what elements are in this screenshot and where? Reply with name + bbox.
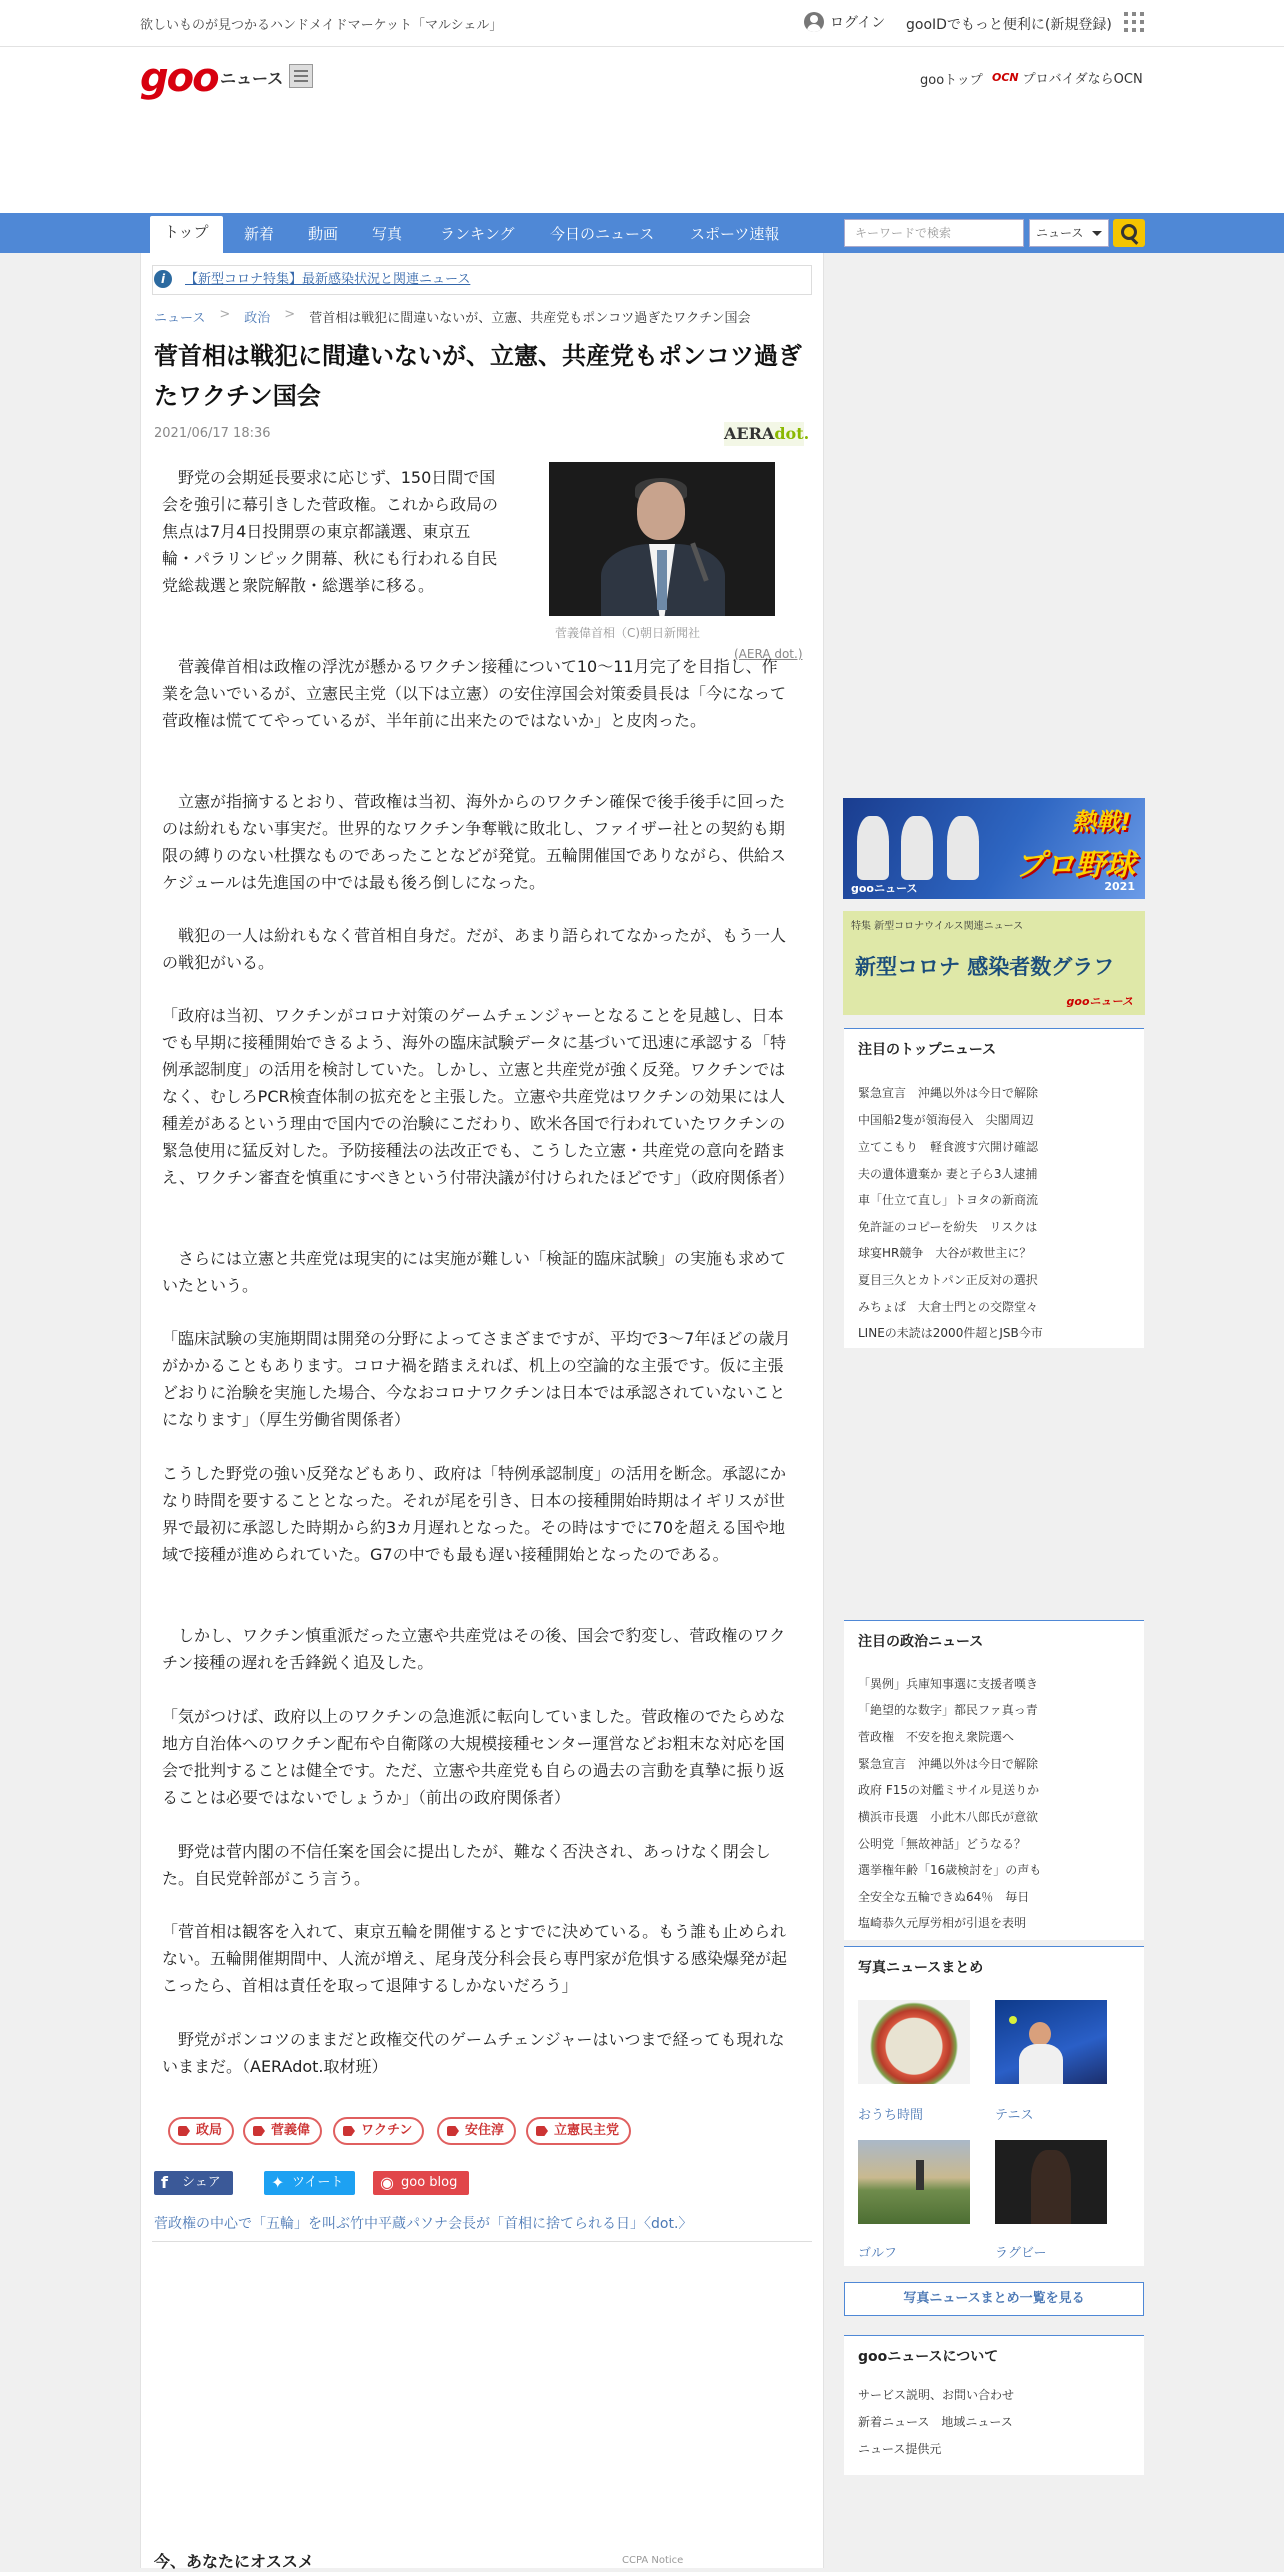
photo-thumb-golf[interactable] — [858, 2140, 970, 2224]
photo-thumb-ouchi[interactable] — [858, 2000, 970, 2084]
politics-news-item[interactable]: 塩崎恭久元厚労相が引退を表明 — [858, 1916, 1027, 1930]
tag-icon — [178, 2126, 190, 2136]
article-paragraph: 菅義偉首相は政権の浮沈が懸かるワクチン接種について10～11月完了を目指し、作業を急いでいるが、立憲民主党（以下は立憲）の安住淳国会対策委員長は「今になって菅政権は慌ててやっているが、半年前に出来たのではないか」と皮肉った。 — [162, 657, 787, 730]
login-label: ログイン — [830, 15, 886, 31]
logo-section-label: ニュース — [220, 69, 284, 88]
recommend-heading: 今、あなたにオススメ — [154, 2552, 314, 2571]
baseball-banner[interactable] — [843, 798, 1145, 899]
top-news-item[interactable]: 夫の遺体遺棄か 妻と子ら3人逮捕 — [858, 1167, 1038, 1181]
article-paragraph: 「政府は当初、ワクチンがコロナ対策のゲームチェンジャーとなることを見越し、日本でも早期に接種開始できるよう、海外の臨床試験データに基づいて迅速に承認する「特例承認制度」の活用を検討していた。しかし、立憲と共産党が強く反発。ワクチンではなく、むしろPCR検査体制の拡充をと主張した。立憲や共産党はワクチンの効果には人種差があるという理由で国内での治験にこだわり、欧米各国で行われていたワクチンの緊急使用に猛反対した。予防接種法の法改正でも、こうした立憲・共産党の意向を踏まえ、ワクチン審査を慎重にすべきという付帯決議が付けられたほどです」（政府関係者） — [162, 1006, 794, 1187]
tag-label: ワクチン — [361, 2123, 413, 2138]
aera-logo-text: AERA — [724, 424, 775, 443]
article-paragraph: 戦犯の一人は紛れもなく菅首相自身だ。だが、あまり語られてなかったが、もう一人の戦犯がいる。 — [162, 926, 787, 972]
photo-news-see-all-button[interactable]: 写真ニュースまとめ一覧を見る — [844, 2282, 1144, 2316]
top-news-item[interactable]: みちょぱ 大倉士門との交際堂々 — [858, 1300, 1039, 1314]
photo-label-tennis[interactable]: テニス — [995, 2108, 1034, 2123]
tag-icon — [343, 2126, 355, 2136]
top-news-item[interactable]: 夏目三久とカトパン正反対の選択 — [858, 1273, 1038, 1287]
top-news-item[interactable]: 緊急宣言 沖縄以外は今日で解除 — [858, 1086, 1039, 1100]
article-date: 2021/06/17 18:36 — [154, 426, 271, 441]
about-item[interactable]: 新着ニュース 地域ニュース — [858, 2415, 1013, 2429]
tag-label: 立憲民主党 — [554, 2123, 620, 2138]
breadcrumb-separator-icon: > — [284, 307, 296, 322]
divider — [152, 2241, 812, 2242]
breadcrumb — [154, 307, 751, 326]
corona-banner-title: 新型コロナ 感染者数グラフ — [855, 955, 1115, 979]
top-strip — [0, 0, 1284, 47]
baseball-banner-logo: gooニュース — [851, 882, 918, 895]
aera-logo-suffix: dot. — [774, 424, 810, 443]
tab-video[interactable]: 動画 — [308, 225, 339, 243]
ocn-link[interactable] — [992, 68, 1143, 87]
article-paragraph: 「菅首相は観客を入れて、東京五輪を開催するとすでに決めている。もう誰も止められない。五輪開催期間中、人流が増え、尾身茂分科会長ら専門家が危惧する感染爆発が起こったら、首相は責任を取って退陣するしかないだろう」 — [162, 1922, 787, 1995]
tag-icon — [536, 2126, 548, 2136]
baseball-banner-tag: 熱戦! — [1072, 808, 1131, 836]
corona-notice-link[interactable]: 【新型コロナ特集】最新感染状況と関連ニュース — [152, 265, 812, 295]
related-article-link[interactable]: 菅政権の中心で「五輪」を叫ぶ竹中平蔵パソナ会長が「首相に捨てられる日」〈dot.〉 — [154, 2216, 693, 2232]
goo-blog-label: goo blog — [401, 2175, 458, 2190]
top-news-item[interactable]: 中国船2隻が領海侵入 尖閣周辺 — [858, 1113, 1034, 1127]
facebook-share-button[interactable] — [154, 2171, 233, 2195]
tab-top[interactable]: トップ — [150, 216, 223, 253]
photo-caption: 菅義偉首相（C)朝日新聞社 — [554, 626, 700, 640]
newspaper-icon — [289, 64, 313, 88]
corona-banner-top: 特集 新型コロナウイルス関連ニュース — [851, 921, 1024, 932]
breadcrumb-news[interactable]: ニュース — [154, 311, 206, 326]
politics-news-item[interactable]: 緊急宣言 沖縄以外は今日で解除 — [858, 1757, 1039, 1771]
photo-thumb-rugby[interactable] — [995, 2140, 1107, 2224]
article-photo[interactable] — [549, 462, 775, 616]
ocn-label: プロバイダならOCN — [1022, 72, 1143, 87]
tag-icon — [447, 2126, 459, 2136]
tab-photo[interactable]: 写真 — [372, 225, 403, 243]
top-news-item[interactable]: 免許証のコピーを紛失 リスクは — [858, 1220, 1038, 1234]
tag-label: 安住淳 — [465, 2123, 505, 2138]
tag-label: 政局 — [196, 2123, 223, 2138]
photo-label-golf[interactable]: ゴルフ — [858, 2246, 898, 2261]
photo-label-rugby[interactable]: ラグビー — [995, 2246, 1047, 2261]
politics-news-item[interactable]: 横浜市長選 小此木八郎氏が意欲 — [858, 1810, 1039, 1824]
article-paragraph: 立憲が指摘するとおり、菅政権は当初、海外からのワクチン確保で後手後手に回ったのは紛れもない事実だ。世界的なワクチン争奪戦に敗北し、ファイザー社との契約も期限の縛りのない杜撰なものであったことなどが発覚。五輪開催国でありながら、供給スケジュールは先進国の中では最も後ろ倒しになった。 — [162, 792, 786, 892]
baseball-banner-year: 2021 — [1104, 880, 1135, 893]
goo-logo[interactable]: goo — [140, 55, 218, 101]
corona-banner-logo: gooニュース — [1066, 995, 1133, 1008]
photo-thumb-tennis[interactable] — [995, 2000, 1107, 2084]
tab-new[interactable]: 新着 — [244, 225, 275, 243]
top-news-item[interactable]: 立てこもり 軽食渡す穴開け確認 — [858, 1140, 1039, 1154]
tab-sports[interactable]: スポーツ速報 — [690, 225, 780, 243]
search-input[interactable]: キーワードで検索 — [844, 219, 1024, 247]
search-button[interactable] — [1113, 219, 1145, 247]
promo-link[interactable]: 欲しいものが見つかるハンドメイドマーケット「マルシェル」 — [140, 18, 503, 33]
politics-news-item[interactable]: 政府 F15の対艦ミサイル見送りか — [858, 1783, 1040, 1797]
tag-icon — [253, 2126, 265, 2136]
info-icon: i — [154, 270, 172, 288]
politics-news-item[interactable]: 「絶望的な数字」都民ファ真っ青 — [858, 1703, 1038, 1717]
facebook-icon: f — [161, 2173, 168, 2192]
politics-news-item[interactable]: 公明党「無故神話」どうなる？ — [858, 1837, 1027, 1851]
article-paragraph: 「気がつけば、政府以上のワクチンの急進派に転向していました。菅政権のでたらめな地方自治体へのワクチン配布や自衛隊の大規模接種センター運営などお粗末な対応を国会で批判することは健全です。ただ、立憲や共産党も自らの過去の言動を真摯に振り返ることは必要ではないでしょうか」（前出の政府関係者） — [162, 1707, 786, 1807]
article-paragraph: しかし、ワクチン慎重派だった立憲や共産党はその後、国会で豹変し、菅政権のワクチン接種の遅れを舌鋒鋭く追及した。 — [162, 1626, 786, 1672]
breadcrumb-politics[interactable]: 政治 — [244, 311, 271, 326]
twitter-icon: ✦ — [271, 2173, 285, 2192]
top-news-item[interactable]: 車「仕立て直し」トヨタの新商流 — [858, 1193, 1039, 1207]
article-paragraph: 野党がポンコツのままだと政権交代のゲームチェンジャーはいつまで経っても現れないままだ。（AERAdot.取材班） — [162, 2030, 785, 2076]
twitter-share-button[interactable] — [264, 2171, 355, 2195]
about-title: gooニュースについて — [844, 2335, 1144, 2376]
goo-top-link[interactable]: gooトップ — [920, 73, 983, 88]
tag-label: 菅義偉 — [271, 2123, 311, 2138]
aera-dot-logo[interactable] — [724, 422, 810, 446]
twitter-share-label: ツイート — [292, 2175, 344, 2190]
politics-news-item[interactable]: 全安全な五輪できぬ64％ 毎日 — [858, 1890, 1030, 1904]
article-paragraph: 「臨床試験の実施期間は開発の分野によってさまざまですが、平均で3～7年ほどの歳月がかかることもあります。コロナ禍を踏まえれば、机上の空論的な主張です。仮に主張どおりに治験を実施した場合、今なおコロナワクチンは日本では承認されていないことになります」（厚生労働省関係者） — [162, 1329, 791, 1429]
politics-news-item[interactable]: 「異例」兵庫知事選に支援者嘆き — [858, 1677, 1039, 1691]
top-news-item[interactable]: LINEの未読は2000件超とJSB今市 — [858, 1326, 1043, 1340]
goo-blog-icon: ◉ — [380, 2173, 394, 2192]
ccpa-link[interactable]: CCPA Notice — [622, 2555, 684, 2566]
goo-blog-button[interactable] — [373, 2171, 469, 2195]
top-news-title: 注目のトップニュース — [844, 1028, 1144, 1069]
gooid-register-link[interactable]: gooIDでもっと便利に(新規登録) — [906, 17, 1112, 33]
tab-ranking[interactable]: ランキング — [440, 225, 515, 243]
baseball-banner-title: プロ野球 — [1015, 848, 1135, 883]
corona-graph-banner[interactable] — [843, 911, 1145, 1015]
search-category-select[interactable]: ニュース — [1029, 219, 1109, 247]
login-link[interactable] — [804, 12, 885, 32]
tab-today[interactable]: 今日のニュース — [550, 225, 655, 243]
about-item[interactable]: ニュース提供元 — [858, 2442, 942, 2456]
breadcrumb-current: 菅首相は戦犯に間違いないが、立憲、共産党もポンコツ過ぎたワクチン国会 — [309, 311, 751, 326]
article-paragraph: さらには立憲と共産党は現実的には実施が難しい「検証的臨床試験」の実施も求めていたという。 — [162, 1249, 787, 1295]
ocn-logo-icon: OCN — [992, 71, 1019, 84]
politics-news-item[interactable]: 選挙権年齢「16歳検討を」の声も — [858, 1863, 1042, 1877]
photo-news-title: 写真ニュースまとめ — [844, 1946, 1144, 1987]
tag-suga[interactable] — [243, 2117, 322, 2145]
top-news-item[interactable]: 球宴HR競争 大谷が救世主に？ — [858, 1246, 1032, 1260]
breadcrumb-separator-icon: > — [219, 307, 231, 322]
tag-seikyoku[interactable] — [168, 2117, 234, 2145]
facebook-share-label: シェア — [182, 2175, 221, 2190]
politics-news-item[interactable]: 菅政権 不安を抱え衆院選へ — [858, 1730, 1015, 1744]
tag-azumi[interactable] — [437, 2117, 516, 2145]
article-headline: 菅首相は戦犯に間違いないが、立憲、共産党もポンコツ過ぎたワクチン国会 — [154, 342, 802, 410]
tag-vaccine[interactable] — [333, 2117, 424, 2145]
article-lead: 野党の会期延長要求に応じず、150日間で国会を強引に幕引きした菅政権。これから政局の焦点は7月4日投開票の東京都議選、東京五輪・パラリンピック開幕、秋にも行われる自民党総裁選と衆院解散・総選挙に移る。 — [162, 468, 499, 595]
user-icon — [804, 12, 824, 32]
photo-label-ouchi[interactable]: おうち時間 — [858, 2108, 924, 2123]
article-paragraph: こうした野党の強い反発などもあり、政府は「特例承認制度」の活用を断念。承認にかなり時間を要することとなった。それが尾を引き、日本の接種開始時期はイギリスが世界で最初に承認した時期から約3カ月遅れとなった。その時はすでに70を超える国や地域で接種が進められていた。G7の中でも最も遅い接種開始となったのである。 — [162, 1464, 787, 1564]
politics-news-title: 注目の政治ニュース — [844, 1620, 1144, 1661]
about-item[interactable]: サービス説明、お問い合わせ — [858, 2388, 1015, 2402]
app-grid-icon[interactable] — [1124, 12, 1144, 32]
article-paragraph: 野党は菅内閣の不信任案を国会に提出したが、難なく否決され、あっけなく閉会した。自民党幹部がこう言う。 — [162, 1842, 771, 1888]
photo-credit-link[interactable]: (AERA dot.) — [734, 647, 803, 661]
tag-cdp[interactable] — [526, 2117, 631, 2145]
